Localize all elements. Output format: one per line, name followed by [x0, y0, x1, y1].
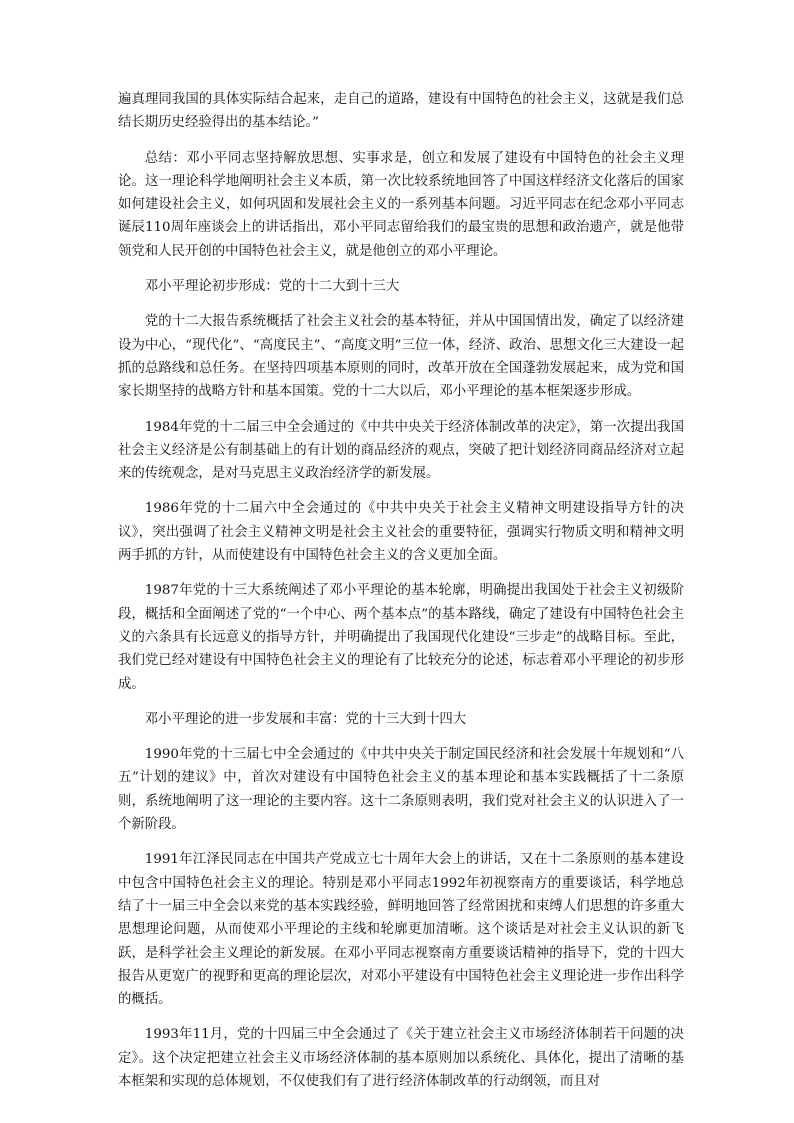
section-heading-further-development: 邓小平理论的进一步发展和丰富：党的十三大到十四大	[144, 711, 467, 727]
paragraph-1984: 1984年党的十二届三中全会通过的《中共中央关于经济体制改革的决定》，第一次提出我国社会主义经济是公有制基础上的有计划的商品经济的观点，突破了把计划经济同商品经济对立起来的传统观念，是对马克思主义政治经济学的新发展。	[118, 419, 684, 482]
paragraph-1990: 1990年党的十三届七中全会通过的《中共中央关于制定国民经济和社会发展十年规划和“八五”计划的建议》中，首次对建设有中国特色社会主义的基本理论和基本实践概括了十二条原则，系统地阐明了这一理论的主要内容。这十二条原则表明，我们党对社会主义的认识进入了一个新阶段。	[118, 747, 684, 833]
paragraph-1986: 1986年党的十二届六中全会通过的《中共中央关于社会主义精神文明建设指导方针的决议》，突出强调了社会主义精神文明是社会主义社会的重要特征，强调实行物质文明和精神文明两手抓的方针，从而使建设有中国特色社会主义的含义更加全面。	[118, 501, 684, 564]
paragraph-1993: 1993年11月，党的十四届三中全会通过了《关于建立社会主义市场经济体制若干问题的决定》。这个决定把建立社会主义市场经济体制的基本原则加以系统化、具体化，提出了清晰的基本框架和实现的总体规划，不仅使我们有了进行经济体制改革的行动纲领，而且对	[118, 1027, 684, 1089]
paragraph-12th-congress: 党的十二大报告系统概括了社会主义社会的基本特征，并从中国国情出发，确定了以经济建设为中心，“现代化”、“高度民主”、“高度文明”三位一体，经济、政治、思想文化三大建设一起抓的总路线和总任务。在坚持四项基本原则的同时，改革开放在全国蓬勃发展起来，成为党和国家长期坚持的战略方针和基本国策。党的十二大以后，邓小平理论的基本框架逐步形成。	[118, 314, 684, 400]
paragraph-continuation: 遍真理同我国的具体实际结合起来，走自己的道路，建设有中国特色的社会主义，这就是我们总结长期历史经验得出的基本结论。”	[118, 92, 684, 131]
paragraph-1987: 1987年党的十三大系统阐述了邓小平理论的基本轮廓，明确提出我国处于社会主义初级阶段，概括和全面阐述了党的“一个中心、两个基本点”的基本路线，确定了建设有中国特色社会主义的六条具有长远意义的指导方针，并明确提出了我国现代化建设“三步走”的战略目标。至此，我们党已经对建设有中国特色社会主义的理论有了比较充分的论述，标志着邓小平理论的初步形成。	[118, 583, 684, 692]
paragraph-1991: 1991年江泽民同志在中国共产党成立七十周年大会上的讲话，又在十二条原则的基本建设中包含中国特色社会主义的理论。特别是邓小平同志1992年初视察南方的重要谈话，科学地总结了十一届三中全会以来党的基本实践经验，鲜明地回答了经常困扰和束缚人们思想的许多重大思想理论问题，从而使邓小平理论的主线和轮廓更加清晰。这个谈话是对社会主义认识的新飞跃，是科学社会主义理论的新发展。在邓小平同志视察南方重要谈话精神的指导下，党的十四大报告从更宽广的视野和更高的理论层次，对邓小平建设有中国特色社会主义理论进一步作出科学的概括。	[118, 852, 684, 1008]
section-heading-initial-formation: 邓小平理论初步形成：党的十二大到十三大	[144, 279, 400, 295]
paragraph-summary: 总结：邓小平同志坚持解放思想、实事求是，创立和发展了建设有中国特色的社会主义理论。这一理论科学地阐明社会主义本质，第一次比较系统地回答了中国这样经济文化落后的国家如何建设社会主义，如何巩固和发展社会主义的一系列基本问题。习近平同志在纪念邓小平同志诞辰110周年座谈会上的讲话指出，邓小平同志留给我们的最宝贵的思想和政治遗产，就是他带领党和人民开创的中国特色社会主义，就是他创立的邓小平理论。	[118, 150, 684, 259]
